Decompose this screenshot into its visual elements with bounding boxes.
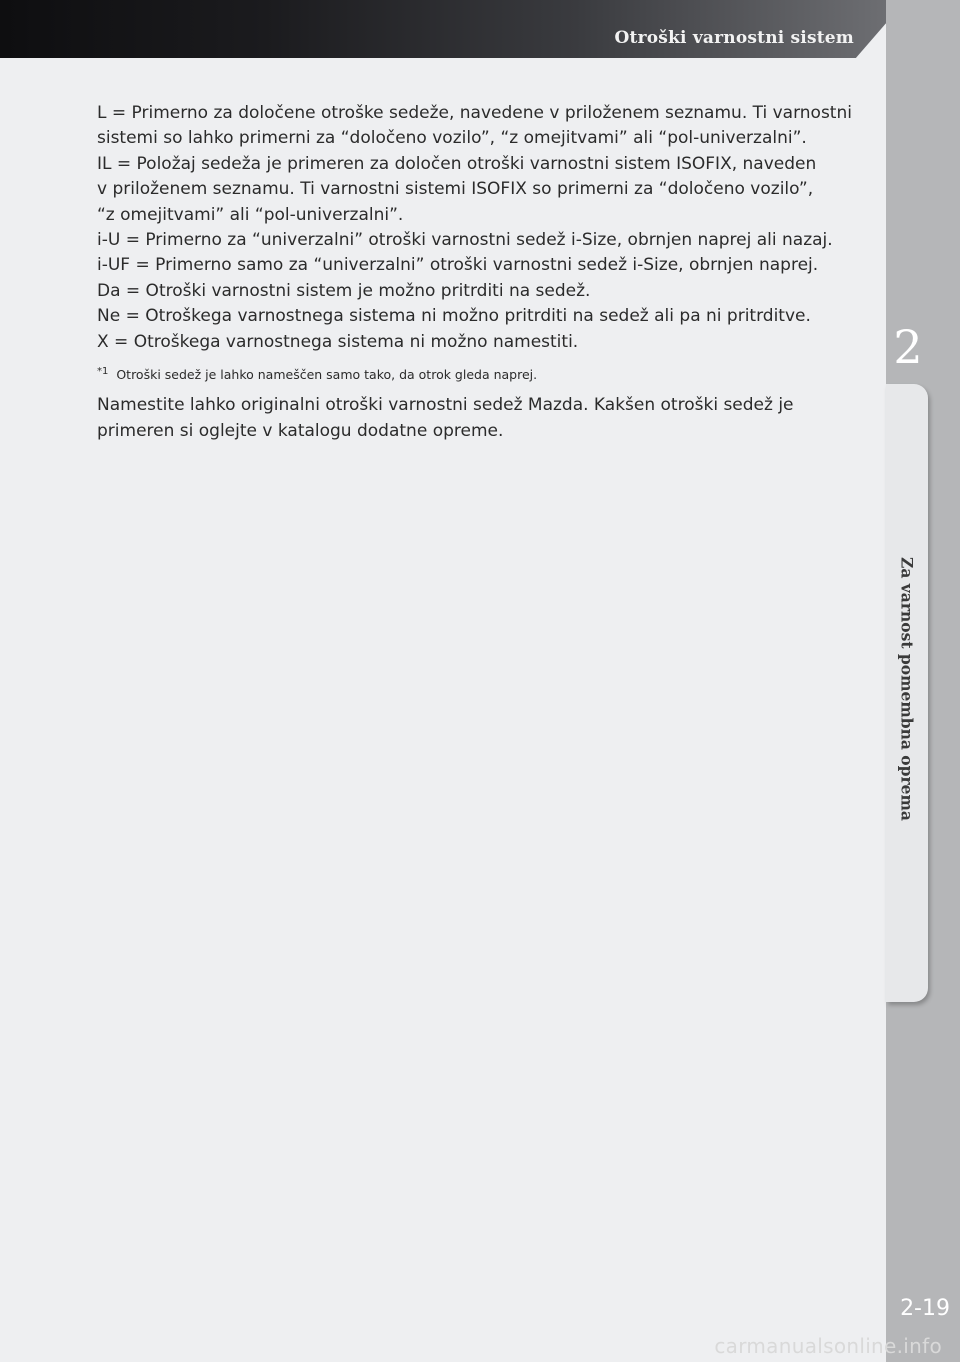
chapter-number: 2	[893, 320, 923, 374]
footnote	[97, 363, 862, 384]
text-line: v priloženem seznamu. Ti varnostni sistemi ISOFIX so primerni za “določeno vozilo”,	[97, 179, 814, 200]
footnote-text: Otroški sedež je lahko nameščen samo tako, da otrok gleda naprej.	[116, 367, 538, 383]
text-line: X = Otroškega varnostnega sistema ni možno namestiti.	[97, 331, 579, 352]
text-line: Da = Otroški varnostni sistem je možno pritrditi na sedež.	[97, 280, 591, 301]
text-line: Ne = Otroškega varnostnega sistema ni možno pritrditi na sedež ali pa ni pritrditve.	[97, 306, 811, 327]
header-title: Otroški varnostni sistem	[614, 28, 854, 48]
watermark: carmanualsonline.info	[714, 1334, 942, 1358]
text-line: i-U = Primerno za “univerzalni” otroški varnostni sedež i-Size, obrnjen naprej ali nazaj.	[97, 230, 833, 251]
text-line: L = Primerno za določene otroške sedeže, navedene v priloženem seznamu. Ti varnostni	[97, 103, 852, 123]
paragraph-line: Namestite lahko originalni otroški varnostni sedež Mazda. Kakšen otroški sedež je	[97, 395, 794, 416]
text-line: IL = Položaj sedeža je primeren za določen otroški varnostni sistem ISOFIX, naveden	[97, 153, 817, 174]
chapter-tab-label: Za varnost pomembna oprema	[897, 557, 917, 821]
main-content	[97, 101, 862, 444]
text-line: i-UF = Primerno samo za “univerzalni” otroški varnostni sedež i-Size, obrnjen naprej.	[97, 255, 819, 276]
text-line: “z omejitvami” ali “pol-univerzalni”.	[97, 204, 404, 225]
text-line: sistemi so lahko primerni za “določeno vozilo”, “z omejitvami” ali “pol-univerzalni”.	[97, 128, 807, 149]
page-number: 2-19	[900, 1296, 950, 1321]
footnote-mark: *1	[97, 366, 109, 378]
paragraph-line: primeren si oglejte v katalogu dodatne opreme.	[97, 420, 504, 441]
